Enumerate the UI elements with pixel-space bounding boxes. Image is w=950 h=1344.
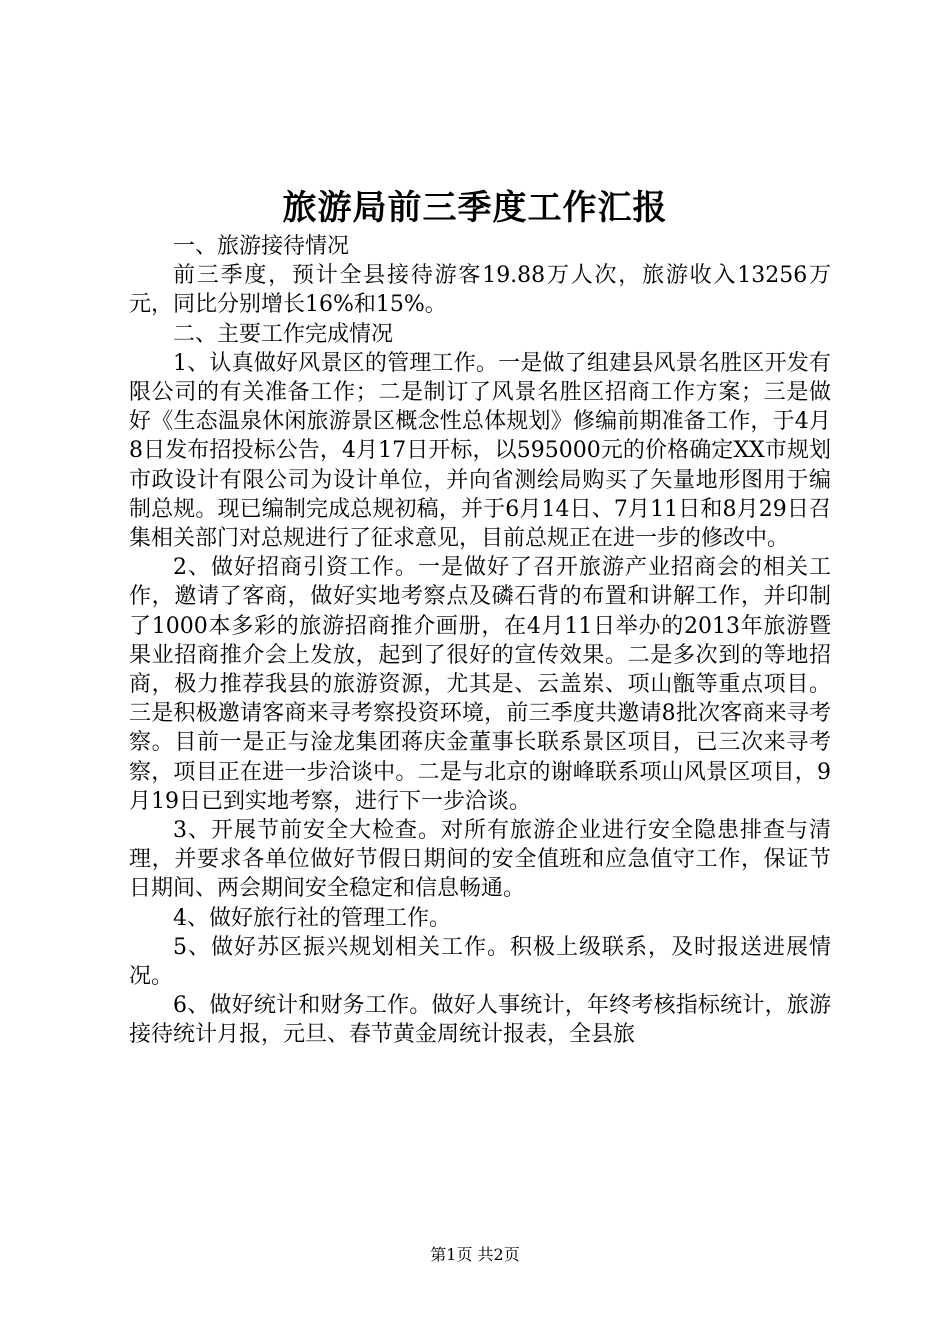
document-title: 旅游局前三季度工作汇报: [282, 188, 668, 228]
section-heading-main-work: 二、主要工作完成情况: [173, 321, 394, 347]
paragraph-safety-inspection: 3、开展节前安全大检查。对所有旅游企业进行安全隐患排查与清理，并要求各单位做好节假日期间的安全值班和应急值守工作，保证节日期间、两会期间安全稳定和信息畅通。: [129, 818, 831, 902]
paragraph-investment-promotion: 2、做好招商引资工作。一是做好了召开旅游产业招商会的相关工作，邀请了客商，做好实地考察点及磷石背的布置和讲解工作，并印制了1000本多彩的旅游招商推介画册，在4月11日举办的2013年旅游暨果业招商推介会上发放，起到了很好的宣传效果。二是多次到的等地招商，极力推荐我县的旅游资源，尤其是、云盖岽、项山甑等重点项目。三是积极邀请客商来寻考察投资环境，前三季度共邀请8批次客商来寻考察。目前一是正与淦龙集团蒋庆金董事长联系景区项目，已三次来寻考察，项目正在进一步洽谈中。二是与北京的谢峰联系项山风景区项目，9月19日已到实地考察，进行下一步洽谈。: [129, 555, 831, 814]
paragraph-revitalization-planning: 5、做好苏区振兴规划相关工作。积极上级联系，及时报送进展情况。: [129, 934, 831, 990]
paragraph-statistics-finance: 6、做好统计和财务工作。做好人事统计，年终考核指标统计，旅游接待统计月报，元旦、春节黄金周统计报表，全县旅: [129, 993, 831, 1048]
paragraph-reception-stats: 前三季度，预计全县接待游客19.88万人次，旅游收入13256万元，同比分别增长16%和15%。: [129, 263, 831, 318]
section-heading-reception: 一、旅游接待情况: [173, 234, 350, 259]
page-number-footer: 第1页 共2页: [430, 1245, 520, 1264]
paragraph-travel-agency-management: 4、做好旅行社的管理工作。: [173, 905, 451, 931]
paragraph-scenic-area-management: 1、认真做好风景区的管理工作。一是做了组建县风景名胜区开发有限公司的有关准备工作；二是制订了风景名胜区招商工作方案；三是做好《生态温泉休闲旅游景区概念性总体规划》修编前期准备工作，于4月8日发布招投标公告，4月17日开标，以595000元的价格确定XX市规划市政设计有限公司为设计单位，并向省测绘局购买了矢量地形图用于编制总规。现已编制完成总规初稿，并于6月14日、7月11日和8月29日召集相关部门对总规进行了征求意见，目前总规正在进一步的修改中。: [129, 350, 831, 552]
document-body: [129, 232, 831, 1050]
